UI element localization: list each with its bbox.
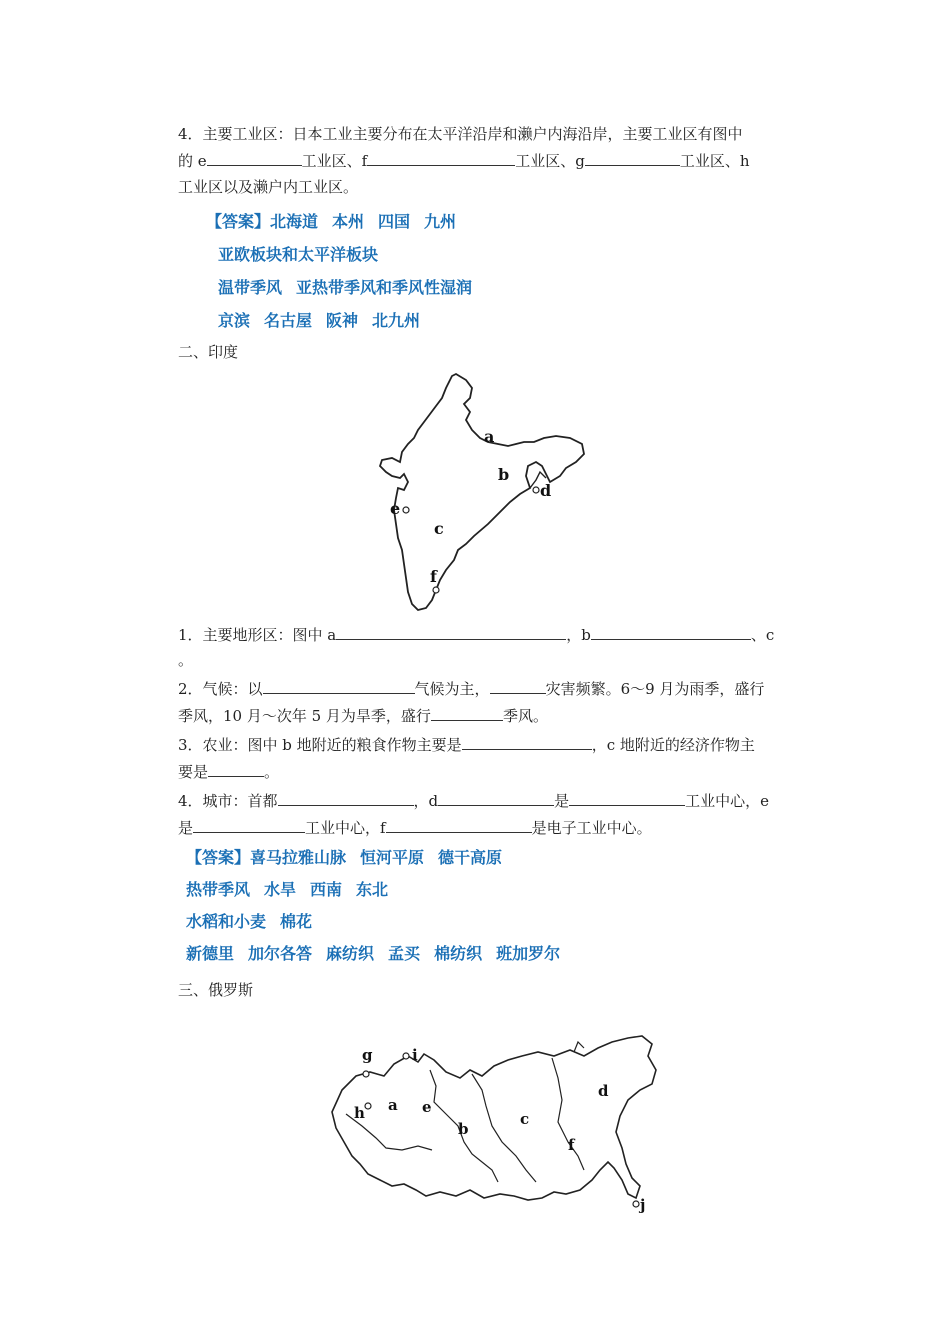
russia-map-label-j: j [640, 1196, 646, 1214]
text: 3．农业：图中 b 地附近的粮食作物主要是 [178, 736, 462, 754]
answer-item: 九州 [424, 212, 457, 231]
text: 是 [178, 819, 194, 837]
answer-item: 名古屋 [264, 311, 313, 330]
russia-map-label-a: a [388, 1096, 398, 1114]
india-q3-line2 [178, 761, 279, 782]
answer-item: 京滨 [218, 311, 251, 330]
text: 4．城市：首都 [178, 792, 278, 810]
japan-q4-line3: 工业区以及濑户内工业区。 [178, 178, 359, 196]
india-map-label-f: f [430, 567, 437, 586]
india-map [370, 372, 590, 617]
russia-map-label-d: d [598, 1082, 609, 1100]
answer-item: 孟买 [388, 944, 421, 963]
russia-map-label-i: i [412, 1046, 418, 1064]
city-marker-j [633, 1201, 639, 1207]
blank[interactable] [591, 624, 751, 640]
india-map-label-e: e [390, 499, 401, 518]
russia-map-label-h: h [354, 1104, 365, 1122]
blank[interactable] [208, 761, 264, 777]
text: 、c [750, 626, 775, 644]
text: 灾害频繁。6～9 月为雨季，盛行 [545, 680, 765, 698]
japan-answer-row2 [218, 244, 392, 266]
india-q1 [178, 624, 774, 645]
answer-item: 本州 [332, 212, 365, 231]
answer-item: 加尔各答 [248, 944, 313, 963]
answer-item: 四国 [378, 212, 411, 231]
answer-item: 德干高原 [438, 848, 503, 867]
blank[interactable] [585, 150, 680, 166]
india-answer-row1 [186, 847, 516, 869]
russia-heading: 三、俄罗斯 [178, 981, 254, 999]
india-map-label-b: b [498, 465, 510, 484]
text: 。 [264, 763, 280, 781]
text: 是 [554, 792, 570, 810]
text: 气候为主， [414, 680, 490, 698]
russia-map-label-f: f [568, 1136, 575, 1154]
city-marker-d [533, 487, 539, 493]
india-q3-line1 [178, 734, 755, 755]
answer-item: 西南 [310, 880, 343, 899]
text: 工业中心，e [685, 792, 770, 810]
text: 要是 [178, 763, 209, 781]
india-answer-row2 [186, 879, 402, 901]
russia-map-label-g: g [362, 1046, 373, 1064]
answer-item: 新德里 [186, 944, 235, 963]
answer-item: 阪神 [326, 311, 359, 330]
india-answer-row4 [186, 943, 574, 965]
blank[interactable] [569, 790, 685, 806]
text: 1．主要地形区：图中 a [178, 626, 337, 644]
text: 工业区、f [301, 152, 368, 170]
india-q1-end: 。 [178, 651, 194, 669]
blank[interactable] [367, 150, 515, 166]
japan-answer-row3 [218, 277, 486, 299]
text: 工业中心，f [305, 819, 386, 837]
city-marker-i [403, 1053, 409, 1059]
india-map-label-d: d [540, 481, 552, 500]
answer-item: 温带季风 [218, 278, 283, 297]
blank[interactable] [263, 678, 415, 694]
city-marker-h [365, 1103, 371, 1109]
text: ，b [566, 626, 591, 644]
japan-answer-row1 [206, 211, 470, 233]
answer-item: 热带季风 [186, 880, 251, 899]
answer-item: 班加罗尔 [496, 944, 561, 963]
answer-item: 亚热带季风和季风性湿润 [296, 278, 473, 297]
answer-item: 恒河平原 [360, 848, 425, 867]
city-marker-g [363, 1071, 369, 1077]
answer-item: 棉纺织 [434, 944, 483, 963]
blank[interactable] [462, 734, 592, 750]
answer-item: 北九州 [372, 311, 421, 330]
blank[interactable] [438, 790, 554, 806]
russia-map-label-b: b [458, 1120, 469, 1138]
blank[interactable] [431, 705, 503, 721]
blank[interactable] [207, 150, 302, 166]
text: 工业区、g [515, 152, 585, 170]
text: 是电子工业中心。 [531, 819, 652, 837]
answer-item: 水旱 [264, 880, 297, 899]
text: 工业区、h [679, 152, 750, 170]
answer-item: 亚欧板块和太平洋板块 [218, 245, 379, 264]
answer-item: 【答案】北海道 [206, 212, 319, 231]
text: 的 e [178, 152, 207, 170]
answer-item: 麻纺织 [326, 944, 375, 963]
text: ，d [413, 792, 439, 810]
answer-item: 水稻和小麦 [186, 912, 267, 931]
answer-item: 东北 [356, 880, 389, 899]
russia-map [322, 1030, 672, 1220]
japan-q4-line1: 4．主要工业区：日本工业主要分布在太平洋沿岸和濑户内海沿岸，主要工业区有图中 [178, 125, 743, 143]
blank[interactable] [278, 790, 414, 806]
answer-item: 棉花 [280, 912, 313, 931]
india-map-label-c: c [434, 519, 444, 538]
russia-map-label-c: c [520, 1110, 530, 1128]
text: 季风，10 月～次年 5 月为旱季，盛行 [178, 707, 431, 725]
blank[interactable] [336, 624, 566, 640]
japan-q4-line2 [178, 150, 750, 171]
india-answer-row3 [186, 911, 326, 933]
city-marker-e [403, 507, 409, 513]
text: 2．气候：以 [178, 680, 263, 698]
blank[interactable] [386, 817, 532, 833]
india-q4-line2 [178, 817, 652, 838]
answer-item: 【答案】喜马拉雅山脉 [186, 848, 347, 867]
blank[interactable] [193, 817, 305, 833]
india-q2-line2 [178, 705, 548, 726]
russia-map-label-e: e [422, 1098, 432, 1116]
india-q4-line1 [178, 790, 769, 811]
city-marker-f [433, 587, 439, 593]
india-map-label-a: a [484, 427, 495, 446]
japan-answer-row4 [218, 310, 434, 332]
text: 季风。 [502, 707, 548, 725]
blank[interactable] [490, 678, 546, 694]
india-heading: 二、印度 [178, 343, 239, 361]
text: ，c 地附近的经济作物主 [591, 736, 755, 754]
india-q2-line1 [178, 678, 764, 699]
